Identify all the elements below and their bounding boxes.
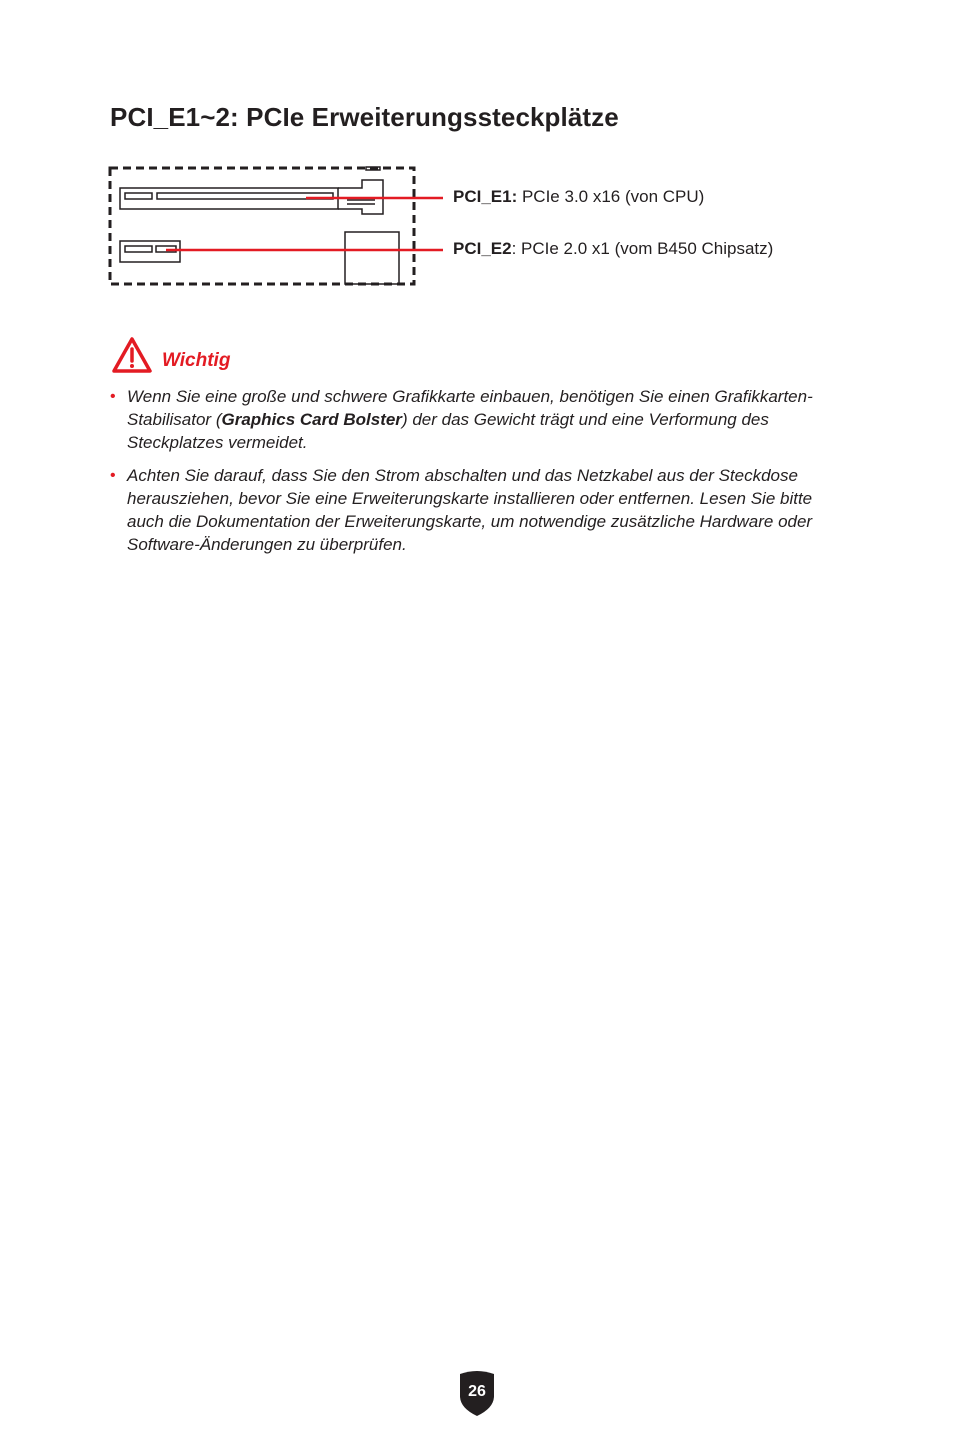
pci-e2-slot (120, 241, 180, 262)
pci-e1-slot (120, 167, 383, 214)
notice-item-bold: Graphics Card Bolster (221, 410, 402, 429)
pci-e2-label (453, 239, 773, 259)
bullet-dot: • (110, 388, 116, 405)
warning-triangle-icon (110, 335, 154, 375)
list-item (110, 464, 830, 556)
pci-e2-desc: : PCIe 2.0 x1 (vom B450 Chipsatz) (511, 239, 774, 258)
notice-list (110, 385, 830, 566)
pci-e2-name: PCI_E2 (453, 239, 512, 258)
pci-e1-desc: PCIe 3.0 x16 (von CPU) (517, 187, 705, 206)
notice-item-text: Achten Sie darauf, dass Sie den Strom abschalten und das Netzkabel aus der Steckdose herausziehen, bevor Sie eine Erweiterungskarte installieren oder entfernen. Lesen Sie bitte auch die Dokumentation der Erweiterungskarte, um notwendige zusätzliche Hardware oder Software-Änderungen zu überprüfen. (127, 466, 813, 554)
board-outline (110, 168, 414, 284)
pci-e1-name: PCI_E1: (453, 187, 518, 206)
bullet-dot: • (110, 467, 116, 484)
board-component (345, 232, 399, 284)
page-number: 26 (468, 1383, 486, 1400)
notice-title: Wichtig (162, 350, 231, 371)
notice-item-text-after: ) der das Gewicht trägt und eine Verformung des Steckplatzes vermeidet. (127, 410, 769, 452)
notice-item-text: Wenn Sie eine große und schwere Grafikkarte einbauen, benötigen Sie einen Grafikkarten-Stabilisator ( (127, 387, 813, 429)
list-item (110, 385, 830, 454)
pci-e1-label (453, 187, 704, 207)
section-title: PCI_E1~2: PCIe Erweiterungssteckplätze (110, 102, 619, 132)
